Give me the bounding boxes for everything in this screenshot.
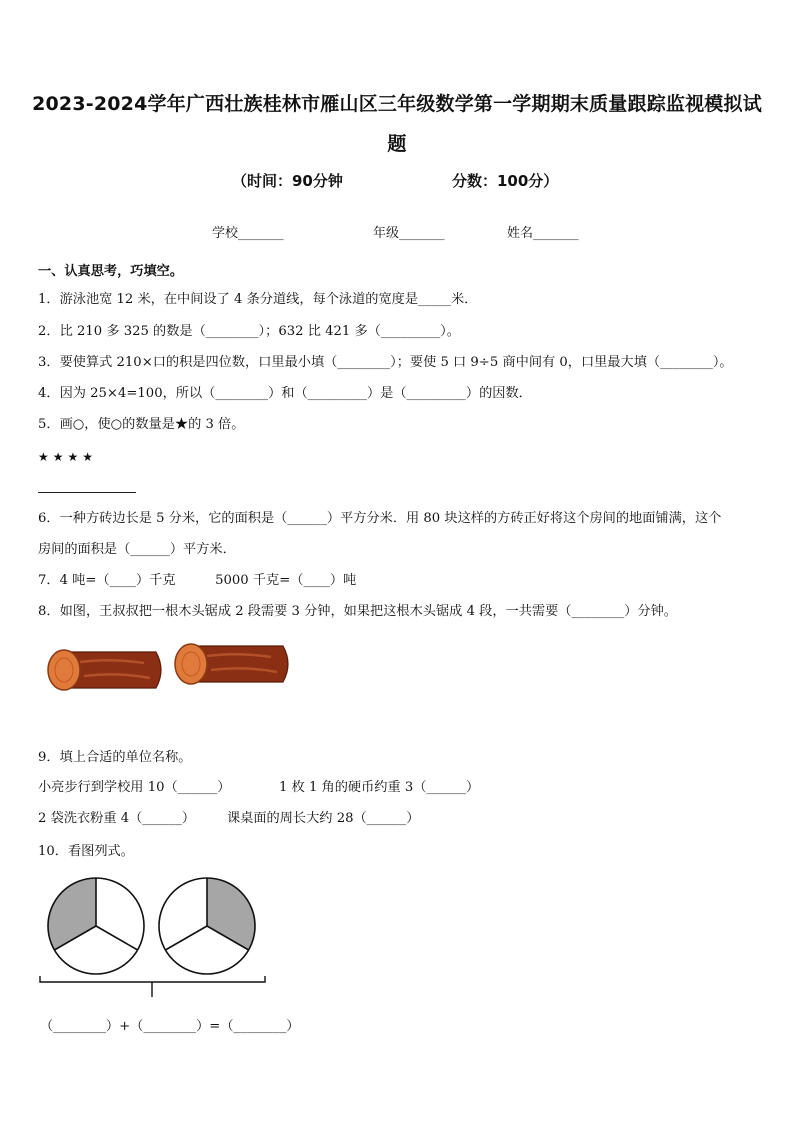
question-1: 1．游泳池宽 12 米，在中间设了 4 条分道线，每个泳道的宽度是_____米． [38, 292, 478, 307]
question-6-line-2: 房间的面积是（______）平方米． [38, 542, 236, 557]
title-line-1: 2023-2024学年广西壮族桂林市雁山区三年级数学第一学期期末质量跟踪监视模拟试 [32, 93, 762, 115]
question-6-line-1: 6．一种方砖边长是 5 分米，它的面积是（______）平方分米．用 80 块这样的方砖正好将这个房间的地面铺满，这个 [38, 511, 722, 526]
title-line-2: 题 [387, 133, 407, 155]
exam-time: （时间：90分钟 [232, 172, 343, 190]
fraction-circles-figure [38, 872, 278, 1006]
question-2: 2．比 210 多 325 的数是（________）；632 比 421 多（_________）。 [38, 324, 460, 339]
exam-score: 分数：100分） [452, 172, 559, 190]
question-9-item-b: 1 枚 1 角的硬币约重 3（______） [279, 780, 480, 795]
answer-line [38, 492, 136, 493]
question-9: 9．填上合适的单位名称。 [38, 750, 192, 765]
question-5: 5．画○，使○的数量是★的 3 倍。 [38, 417, 245, 432]
school-field: 学校_______ [212, 226, 284, 241]
question-7: 7．4 吨=（____）千克 5000 千克=（____）吨 [38, 573, 357, 588]
question-3: 3．要使算式 210×口的积是四位数，口里最小填（________）；要使 5 口 9÷5 商中间有 0，口里最大填（________）。 [38, 355, 733, 370]
section-heading: 一、认真思考，巧填空。 [38, 264, 184, 279]
grade-field: 年级_______ [373, 226, 445, 241]
log-piece-left [48, 650, 161, 690]
page-title [30, 84, 764, 164]
question-10-formula: （________）+（________）=（________） [40, 1019, 300, 1034]
grouping-brace [40, 976, 265, 997]
question-9-item-c: 2 袋洗衣粉重 4（______） [38, 811, 196, 826]
log-piece-right [175, 644, 288, 684]
question-4: 4．因为 25×4=100，所以（________）和（_________）是（_________）的因数． [38, 386, 532, 401]
question-9-item-d: 课桌面的周长大约 28（______） [227, 811, 420, 826]
fraction-circle-right [159, 878, 255, 974]
star-row: ★★★★ [38, 450, 98, 464]
fraction-circle-left [48, 878, 144, 974]
name-field: 姓名_______ [507, 226, 579, 241]
question-10: 10．看图列式。 [38, 844, 134, 859]
sawn-logs-image [40, 636, 300, 706]
question-9-item-a: 小亮步行到学校用 10（______） [38, 780, 231, 795]
question-8: 8．如图，王叔叔把一根木头锯成 2 段需要 3 分钟，如果把这根木头锯成 4 段，一共需要（________）分钟。 [38, 604, 677, 619]
